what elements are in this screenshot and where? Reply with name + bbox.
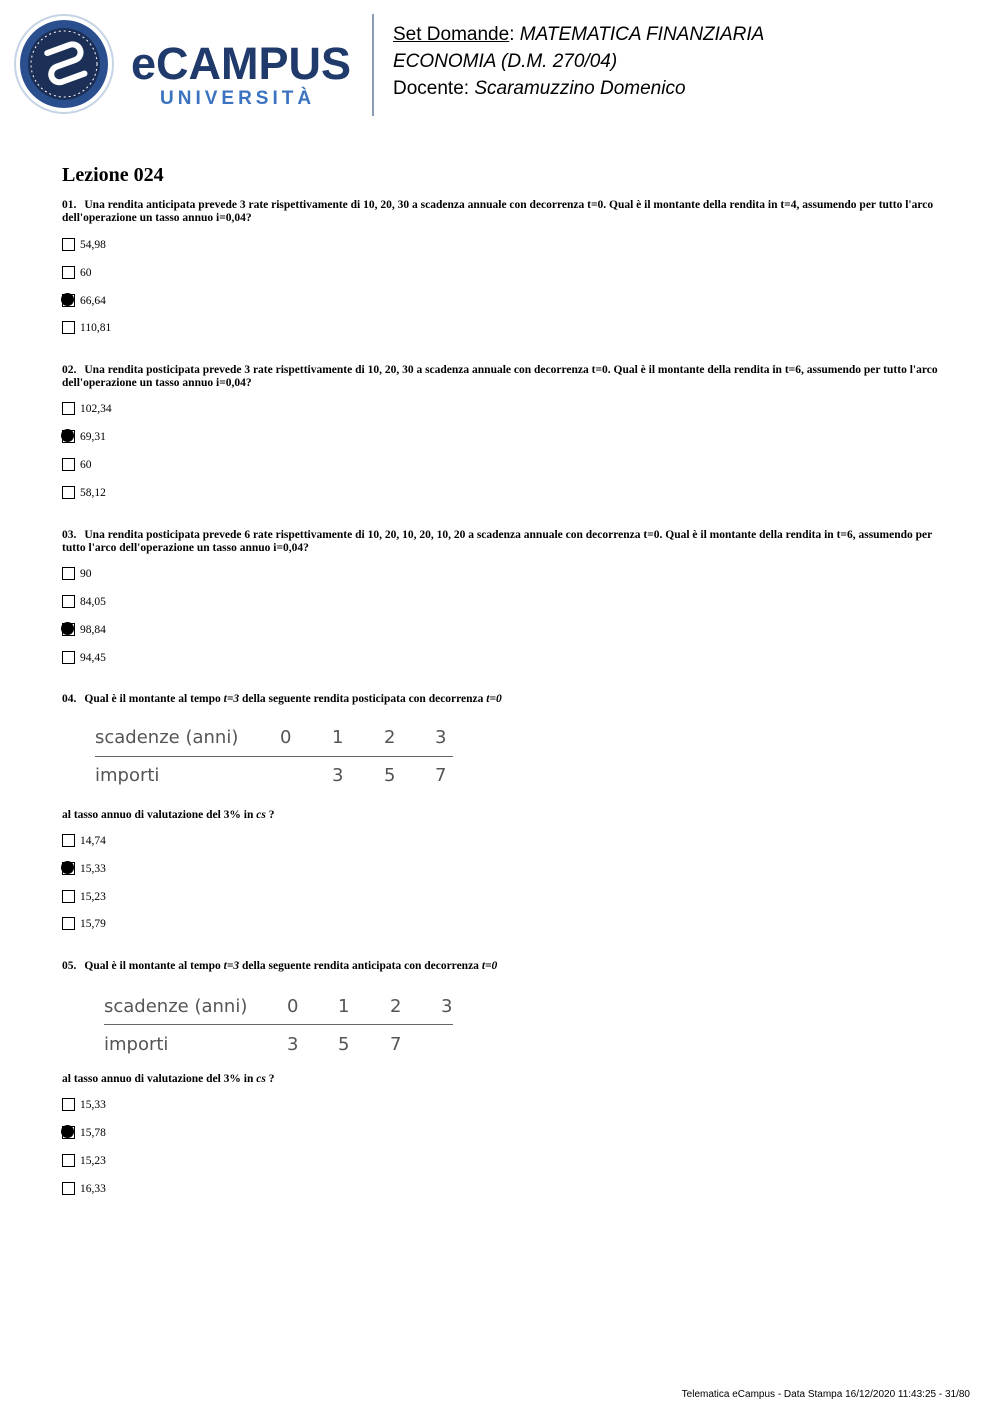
option-label: 84,05 <box>80 596 106 608</box>
table-row-label: scadenze (anni) <box>104 996 248 1017</box>
question-02-text <box>62 364 942 390</box>
table-rule <box>104 1024 453 1025</box>
rate-text-b: ? <box>265 1073 275 1085</box>
option-label: 16,33 <box>80 1183 106 1195</box>
option-label: 69,31 <box>80 431 106 443</box>
table-row-label: importi <box>95 765 160 786</box>
option-label: 15,23 <box>80 891 106 903</box>
checkbox[interactable] <box>62 1154 75 1167</box>
table-cell: 7 <box>390 1034 402 1055</box>
question-body: Una rendita posticipata prevede 6 rate rispettivamente di 10, 20, 10, 20, 10, 20 a scadenza annuale con decorrenza t=0. Qual è il montante della rendita in t=6, assumendo per tutto l'arco dell'operazione un tasso annuo i=0,04? <box>62 529 933 554</box>
option-label: 54,98 <box>80 239 106 251</box>
table-cell: 1 <box>338 996 350 1017</box>
question-number: 05. <box>62 960 77 972</box>
option-label: 110,81 <box>80 322 112 334</box>
question-body: Una rendita anticipata prevede 3 rate rispettivamente di 10, 20, 30 a scadenza annuale con decorrenza t=0. Qual è il montante della rendita in t=4, assumendo per tutto l'arco dell'operazione un tasso annuo i=0,04? <box>62 199 934 224</box>
question-number: 03. <box>62 529 77 541</box>
table-cell: 2 <box>390 996 402 1017</box>
table-cell: 3 <box>435 727 447 748</box>
question-number: 01. <box>62 199 77 211</box>
table-cell: 3 <box>332 765 344 786</box>
rate-text-a: al tasso annuo di valutazione del 3% in <box>62 809 257 821</box>
checkbox[interactable] <box>62 266 75 279</box>
page-footer: Telematica eCampus - Data Stampa 16/12/2020 11:43:25 - 31/80 <box>681 1389 970 1400</box>
question-body-a: Qual è il montante al tempo <box>84 693 224 705</box>
checkbox[interactable] <box>62 834 75 847</box>
checkbox[interactable] <box>62 321 75 334</box>
table-cell: 5 <box>384 765 396 786</box>
time-var: t=3 <box>223 693 240 705</box>
option-label: 94,45 <box>80 652 106 664</box>
question-body-b: della seguente rendita posticipata con decorrenza <box>239 693 487 705</box>
checkbox-checked[interactable] <box>62 1126 75 1139</box>
rate-text-b: ? <box>265 809 275 821</box>
checkbox[interactable] <box>62 917 75 930</box>
checkbox[interactable] <box>62 595 75 608</box>
rate-text-cs: cs <box>256 1073 266 1085</box>
rate-text-a: al tasso annuo di valutazione del 3% in <box>62 1073 257 1085</box>
table-cell: 3 <box>441 996 453 1017</box>
table-cell: 0 <box>287 996 299 1017</box>
rate-text-cs: cs <box>256 809 266 821</box>
table-row-label: importi <box>104 1034 169 1055</box>
table-cell: 1 <box>332 727 344 748</box>
option-label: 15,33 <box>80 1099 106 1111</box>
q05-schedule-table <box>104 996 456 1061</box>
ecampus-logo-icon <box>14 14 114 114</box>
question-01-text <box>62 199 942 225</box>
option-label: 58,12 <box>80 487 106 499</box>
set-title-line <box>393 24 764 46</box>
option-label: 66,64 <box>80 295 106 307</box>
option-label: 15,23 <box>80 1155 106 1167</box>
teacher-line <box>393 78 686 100</box>
time-var: t=3 <box>223 960 240 972</box>
table-cell: 0 <box>280 727 292 748</box>
question-body-a: Qual è il montante al tempo <box>84 960 224 972</box>
q04-rate-text <box>62 809 274 822</box>
course-degree-line <box>393 51 617 73</box>
q04-schedule-table <box>95 727 455 792</box>
set-separator: : <box>509 24 520 45</box>
checkbox[interactable] <box>62 238 75 251</box>
logo-wordmark: eCAMPUS <box>131 38 352 89</box>
table-row-label: scadenze (anni) <box>95 727 239 748</box>
table-cell: 7 <box>435 765 447 786</box>
checkbox[interactable] <box>62 651 75 664</box>
checkbox[interactable] <box>62 890 75 903</box>
option-label: 15,78 <box>80 1127 106 1139</box>
table-cell: 5 <box>338 1034 350 1055</box>
lesson-title: Lezione 024 <box>62 164 164 186</box>
table-cell: 2 <box>384 727 396 748</box>
logo-subtitle: UNIVERSITÀ <box>160 88 316 109</box>
checkbox-checked[interactable] <box>62 862 75 875</box>
question-number: 04. <box>62 693 77 705</box>
teacher-label: Docente: <box>393 78 475 99</box>
checkbox[interactable] <box>62 486 75 499</box>
time-zero: t=0 <box>486 693 502 705</box>
question-04-text <box>62 693 942 706</box>
course-name: MATEMATICA FINANZIARIA <box>519 24 765 45</box>
table-cell: 3 <box>287 1034 299 1055</box>
checkbox[interactable] <box>62 567 75 580</box>
checkbox-checked[interactable] <box>62 623 75 636</box>
option-label: 60 <box>80 267 92 279</box>
table-rule <box>95 756 453 757</box>
checkbox[interactable] <box>62 402 75 415</box>
checkbox-checked[interactable] <box>62 294 75 307</box>
option-label: 98,84 <box>80 624 106 636</box>
question-05-text <box>62 960 942 973</box>
question-body-b: della seguente rendita anticipata con decorrenza <box>239 960 482 972</box>
question-number: 02. <box>62 364 77 376</box>
checkbox-checked[interactable] <box>62 430 75 443</box>
time-zero: t=0 <box>481 960 498 972</box>
header-divider <box>372 14 374 116</box>
course-degree: ECONOMIA (D.M. 270/04) <box>393 51 618 72</box>
question-body: Una rendita posticipata prevede 3 rate rispettivamente di 10, 20, 30 a scadenza annuale con decorrenza t=0. Qual è il montante della rendita in t=6, assumendo per tutto l'arco dell'operazione un tasso annuo i=0,04? <box>62 364 938 389</box>
checkbox[interactable] <box>62 1182 75 1195</box>
checkbox[interactable] <box>62 458 75 471</box>
page-header <box>0 0 1000 130</box>
question-03-text <box>62 529 942 555</box>
q05-rate-text <box>62 1073 274 1086</box>
option-label: 15,33 <box>80 863 106 875</box>
option-label: 14,74 <box>80 835 106 847</box>
teacher-name: Scaramuzzino Domenico <box>474 78 686 99</box>
set-label: Set Domande <box>393 24 510 45</box>
option-label: 102,34 <box>80 403 112 415</box>
option-label: 60 <box>80 459 92 471</box>
option-label: 90 <box>80 568 92 580</box>
option-label: 15,79 <box>80 918 106 930</box>
checkbox[interactable] <box>62 1098 75 1111</box>
